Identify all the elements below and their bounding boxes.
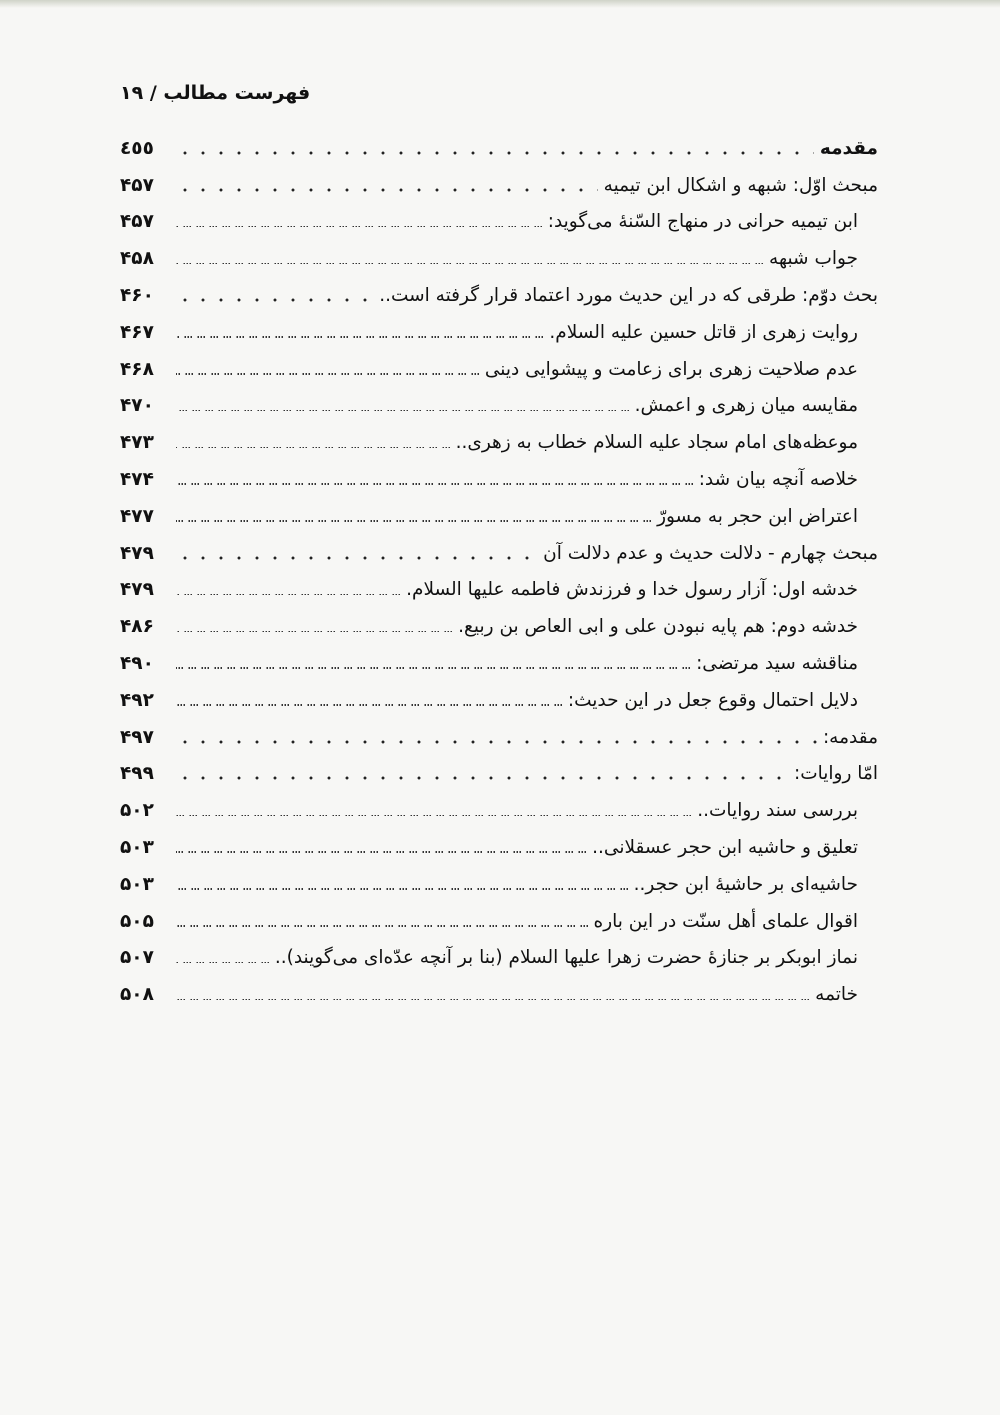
toc-entry-page: ۵۰۷ (120, 947, 154, 969)
toc-entry-page: ۴۷۷ (120, 505, 154, 527)
toc-entry-page: ۴۹۰ (120, 653, 154, 675)
toc-entry-title: روایت زهری از قاتل حسین عليه السلام. (549, 321, 858, 343)
toc-entry-page: ٤٥٥ (120, 137, 154, 159)
toc-entry-title: امّا روایات: (793, 763, 878, 785)
toc-entry (120, 719, 878, 756)
dot-leader (176, 888, 628, 890)
toc-entry-page: ۴۵۸ (120, 248, 154, 270)
toc-entry-title: حاشیه‌ای بر حاشیهٔ ابن حجر.. (633, 873, 858, 895)
dot-leader (176, 775, 788, 781)
toc-entry-page: ۴۹۹ (120, 763, 154, 785)
dot-leader (176, 667, 690, 669)
dot-leader (176, 925, 588, 927)
toc-entry-title: دلایل احتمال وقوع جعل در این حدیث: (567, 689, 858, 711)
dot-leader (176, 999, 809, 1001)
toc-entry-page: ۴۷۳ (120, 432, 154, 454)
dot-leader (176, 150, 814, 156)
dot-leader (176, 226, 542, 228)
toc-entry (120, 535, 878, 572)
toc-entry (120, 682, 878, 719)
toc-entry-title: خاتمه (815, 984, 858, 1006)
dot-leader (176, 962, 269, 964)
toc-entry-title: بررسی سند روایات.. (697, 800, 858, 822)
toc-entry (120, 829, 878, 866)
dot-leader (176, 336, 543, 338)
toc-entry (120, 645, 878, 682)
dot-leader (176, 483, 693, 485)
dot-leader (176, 447, 450, 449)
dot-leader (176, 373, 479, 375)
toc-entry-title: مبحث چهارم - دلالت حدیث و عدم دلالت آن (543, 542, 878, 564)
toc-entry-title: خلاصه آنچه بیان شد: (698, 469, 858, 491)
toc-entry-page: ۴۵۷ (120, 211, 154, 233)
toc-entry-page: ۴۷۴ (120, 469, 154, 491)
toc-entry-title: مقدمه (819, 137, 878, 159)
toc-entry (120, 756, 878, 793)
dot-leader (176, 594, 400, 596)
toc-entry-title: مبحث اوّل: شبهه و اشکال ابن تیمیه (603, 174, 878, 196)
toc-entry-page: ۵۰۵ (120, 910, 154, 932)
toc-entry-page: ۴۸۶ (120, 616, 154, 638)
dot-leader (176, 704, 562, 706)
toc-entry-page: ۵۰۳ (120, 873, 154, 895)
toc-entry-page: ۵۰۲ (120, 800, 154, 822)
dot-leader (176, 851, 586, 853)
toc-entry-page: ۴۷۹ (120, 579, 154, 601)
toc-entry (120, 424, 878, 461)
toc-entry (120, 351, 878, 388)
toc-entry-page: ۴۶۷ (120, 321, 154, 343)
page-header: فهرست مطالب / ۱۹ (120, 82, 311, 104)
toc-entry (120, 130, 878, 167)
toc-entry-title: عدم صلاحیت زهری برای زعامت و پیشوایی دینی (484, 358, 858, 380)
dot-leader (176, 410, 629, 412)
table-of-contents (120, 130, 878, 1013)
toc-entry-title: مناقشه سید مرتضی: (696, 653, 858, 675)
toc-entry (120, 903, 878, 940)
dot-leader (176, 187, 598, 193)
toc-entry (120, 277, 878, 314)
toc-entry (120, 314, 878, 351)
toc-entry-page: ۴۹۷ (120, 726, 154, 748)
dot-leader (176, 263, 763, 265)
dot-leader (176, 739, 817, 745)
toc-entry (120, 608, 878, 645)
toc-entry-page: ۴۵۷ (120, 174, 154, 196)
toc-entry (120, 866, 878, 903)
toc-entry-title: مقدمه: (822, 726, 878, 748)
toc-entry-page: ۴۶۸ (120, 358, 154, 380)
toc-entry-title: خدشه دوم: هم پایه نبودن علی و ابی العاص بن ربیع. (458, 616, 858, 638)
toc-entry-title: خدشه اول: آزار رسول خدا و فرزندش فاطمه عليها السلام. (406, 579, 858, 601)
toc-entry (120, 167, 878, 204)
toc-entry (120, 572, 878, 609)
toc-entry-title: موعظه‌های امام سجاد عليه السلام خطاب به زهری.. (455, 432, 858, 454)
toc-entry-title: اعتراض ابن حجر به مسورّ (657, 505, 858, 527)
scan-edge (0, 0, 1000, 8)
toc-entry-title: بحث دوّم: طرقی که در این حدیث مورد اعتماد قرار گرفته است.. (379, 285, 878, 307)
toc-entry-title: تعلیق و حاشیه ابن حجر عسقلانی.. (592, 837, 858, 859)
toc-entry-page: ۴۶۰ (120, 285, 154, 307)
toc-entry-title: مقایسه میان زهری و اعمش. (634, 395, 858, 417)
toc-entry-page: ۴۷۹ (120, 542, 154, 564)
toc-entry-title: جواب شبهه (769, 248, 858, 270)
toc-entry (120, 976, 878, 1013)
toc-entry-title: اقوال علمای أهل سنّت در این باره (593, 910, 858, 932)
dot-leader (176, 297, 373, 303)
dot-leader (176, 815, 691, 817)
toc-entry-page: ۴۷۰ (120, 395, 154, 417)
toc-entry (120, 940, 878, 977)
toc-entry-title: نماز ابوبکر بر جنازهٔ حضرت زهرا عليها السلام (بنا بر آنچه عدّه‌ای می‌گویند).. (274, 947, 858, 969)
toc-entry (120, 498, 878, 535)
dot-leader (176, 631, 452, 633)
toc-entry (120, 240, 878, 277)
toc-entry-page: ۵۰۸ (120, 984, 154, 1006)
toc-entry-page: ۴۹۲ (120, 689, 154, 711)
dot-leader (176, 520, 651, 522)
toc-entry (120, 792, 878, 829)
toc-entry (120, 461, 878, 498)
toc-entry-page: ۵۰۳ (120, 837, 154, 859)
toc-entry (120, 388, 878, 425)
toc-entry-title: ابن تیمیه حرانی در منهاج السّنهٔ می‌گوید: (547, 211, 858, 233)
toc-entry (120, 204, 878, 241)
dot-leader (176, 555, 537, 561)
